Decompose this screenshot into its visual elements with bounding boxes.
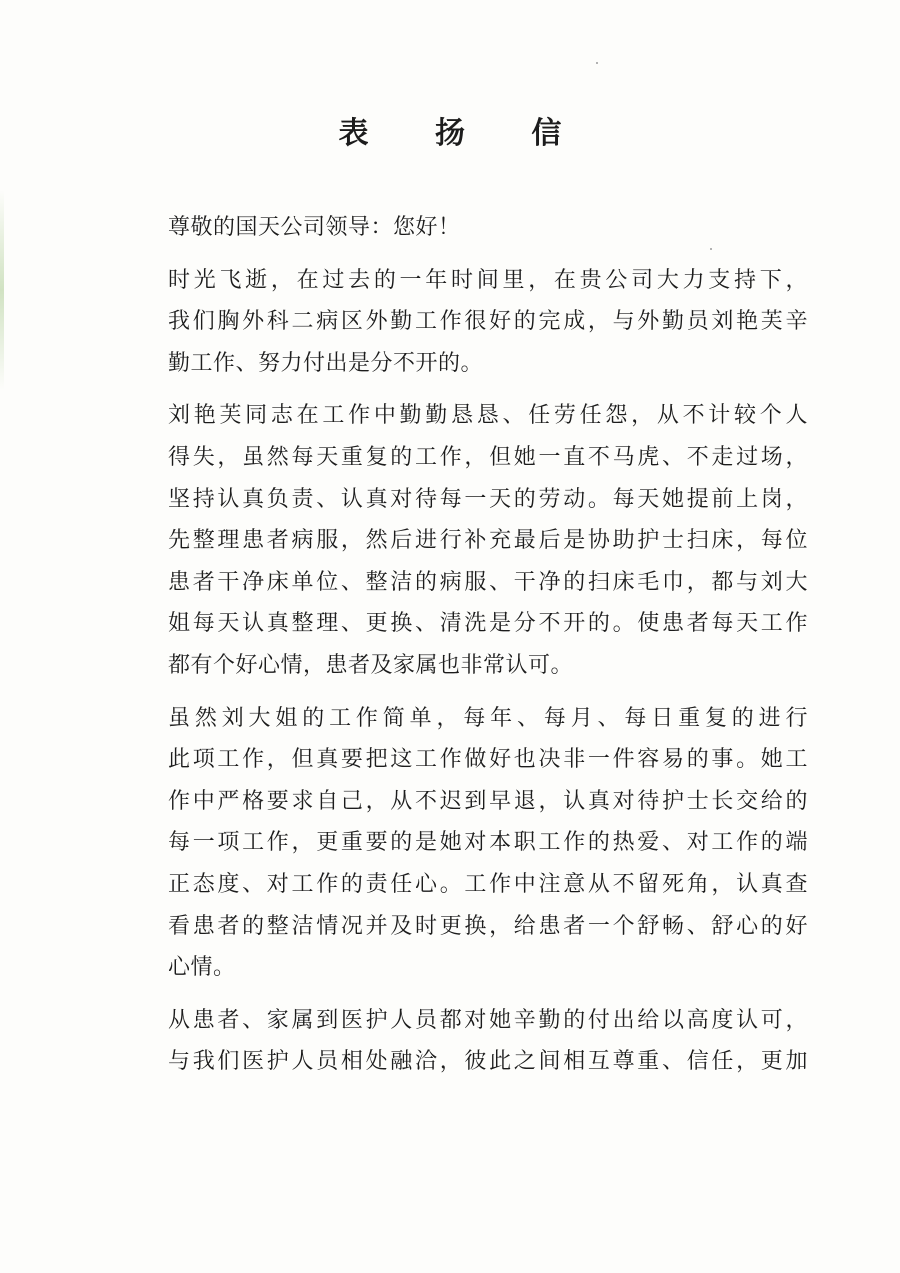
paragraph-line: 先整理患者病服，然后进行补充最后是协助护士扫床，每位 bbox=[168, 528, 808, 554]
scan-speck bbox=[596, 62, 598, 64]
paragraph-line: 虽然刘大姐的工作简单，每年、每月、每日重复的进行 bbox=[168, 705, 808, 731]
letter-body bbox=[168, 207, 808, 1083]
paragraph-1 bbox=[168, 260, 808, 385]
paragraph-line: 姐每天认真整理、更换、清洗是分不开的。使患者每天工作 bbox=[168, 611, 808, 637]
paragraph-line: 从患者、家属到医护人员都对她辛勤的付出给以高度认可， bbox=[168, 1007, 808, 1033]
paragraph-line: 坚持认真负责、认真对待每一天的劳动。每天她提前上岗， bbox=[168, 486, 808, 512]
paragraph-line: 我们胸外科二病区外勤工作很好的完成，与外勤员刘艳芙辛 bbox=[168, 309, 808, 335]
paragraph-line: 刘艳芙同志在工作中勤勤恳恳、任劳任怨，从不计较个人 bbox=[168, 403, 808, 429]
paragraph-line: 此项工作，但真要把这工作做好也决非一件容易的事。她工 bbox=[168, 747, 808, 773]
paragraph-line: 都有个好心情，患者及家属也非常认可。 bbox=[168, 652, 574, 678]
paragraph-4 bbox=[168, 1000, 808, 1083]
scan-edge-tint bbox=[0, 190, 4, 390]
paragraph-line: 勤工作、努力付出是分不开的。 bbox=[168, 350, 484, 376]
paragraph-line: 得失，虽然每天重复的工作，但她一直不马虎、不走过场， bbox=[168, 444, 808, 470]
letter-title: 表 扬 信 bbox=[338, 116, 590, 151]
paragraph-line: 患者干净床单位、整洁的病服、干净的扫床毛巾，都与刘大 bbox=[168, 569, 808, 595]
paragraph-3 bbox=[168, 698, 808, 989]
paragraph-line: 每一项工作，更重要的是她对本职工作的热爱、对工作的端 bbox=[168, 830, 808, 856]
paragraph-2 bbox=[168, 395, 808, 686]
paragraph-line: 与我们医护人员相处融洽，彼此之间相互尊重、信任，更加 bbox=[168, 1049, 808, 1075]
paragraph-line: 作中严格要求自己，从不迟到早退，认真对待护士长交给的 bbox=[168, 788, 808, 814]
paragraph-line: 正态度、对工作的责任心。工作中注意从不留死角，认真查 bbox=[168, 871, 808, 897]
paragraph-line: 心情。 bbox=[168, 955, 236, 981]
paragraph-line: 看患者的整洁情况并及时更换，给患者一个舒畅、舒心的好 bbox=[168, 913, 808, 939]
paragraph-line: 时光飞逝，在过去的一年时间里，在贵公司大力支持下， bbox=[168, 267, 808, 293]
salutation: 尊敬的国天公司领导：您好！ bbox=[168, 215, 461, 240]
